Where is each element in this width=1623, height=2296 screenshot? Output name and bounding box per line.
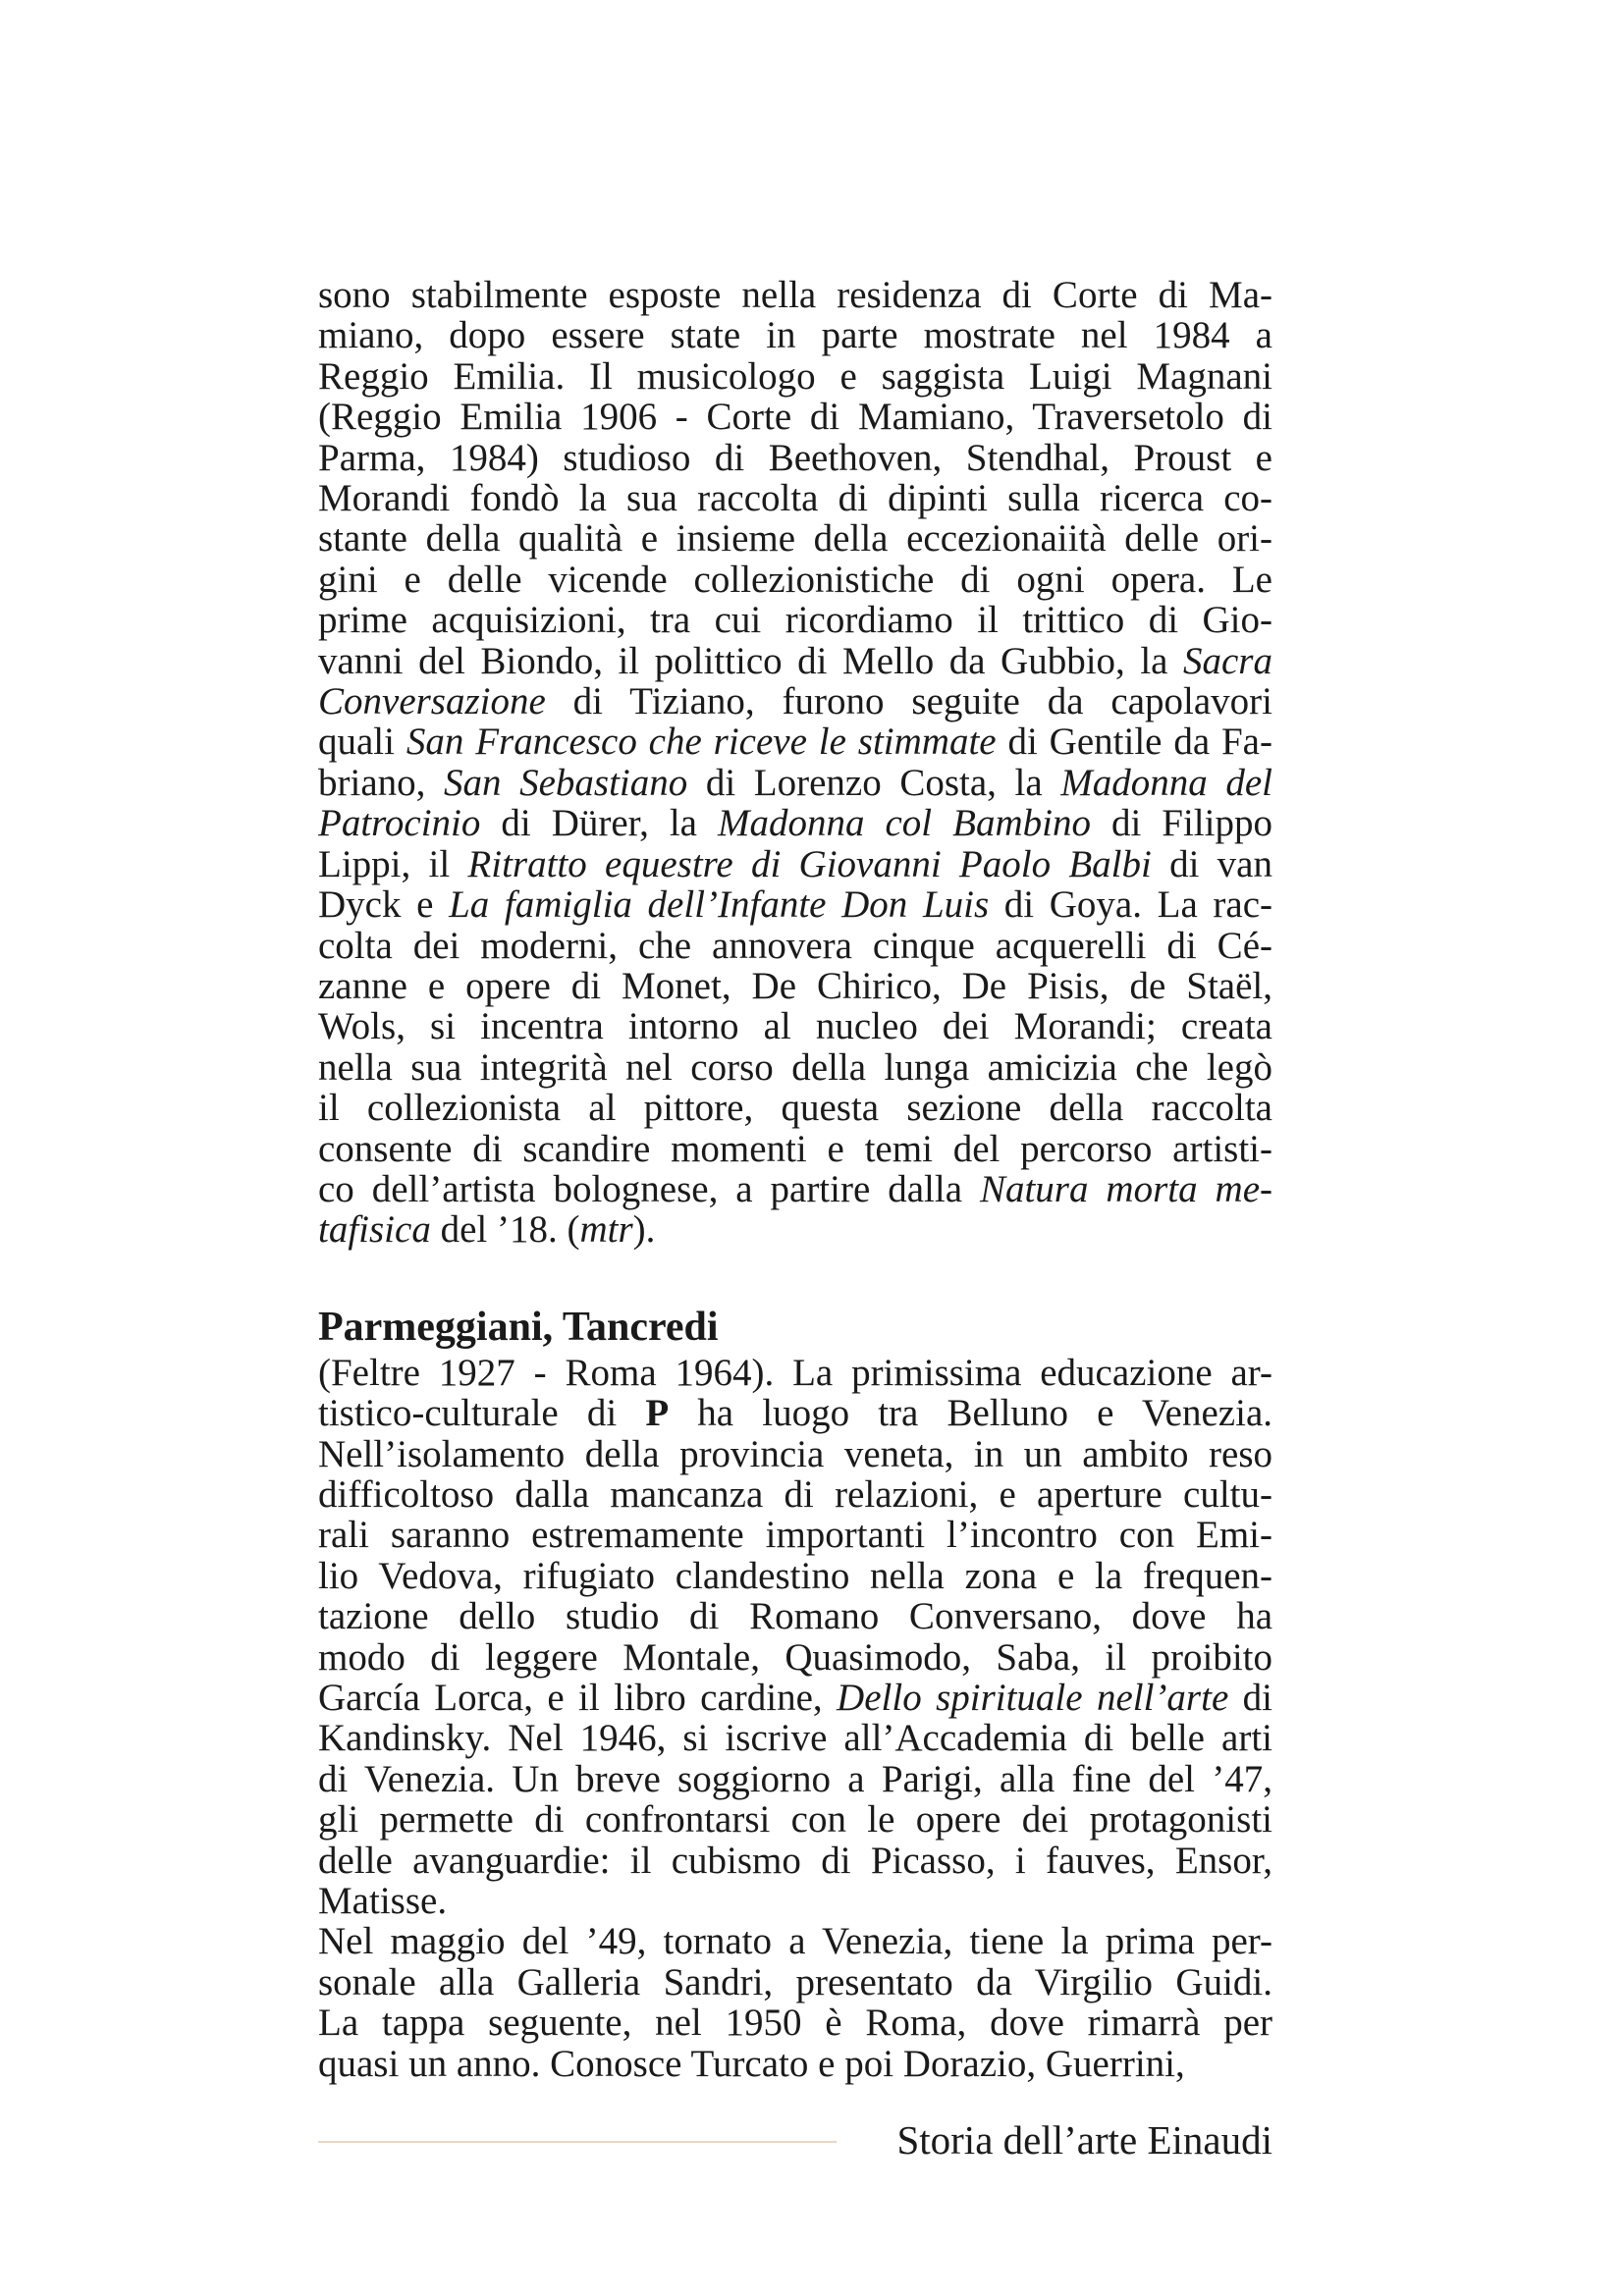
text-line xyxy=(318,1637,1272,1678)
text-line xyxy=(318,356,1272,397)
italic-title: Dello spirituale nell’arte xyxy=(837,1677,1229,1719)
text-segment: di van xyxy=(1151,842,1272,885)
text-line xyxy=(318,681,1272,721)
text-line xyxy=(318,1088,1272,1128)
text-segment: sono stabilmente esposte nella residenza di Corte di Ma- xyxy=(318,274,1272,316)
text-segment: di Filippo xyxy=(1090,802,1272,845)
text-segment: del ’18. ( xyxy=(430,1208,580,1252)
italic-title: Ritratto equestre di Giovanni Paolo Balbi xyxy=(467,842,1152,885)
text-segment: vanni del Biondo, il polittico di Mello da Gubbio, la xyxy=(318,639,1183,682)
text-segment: modo di leggere Montale, Quasimodo, Saba, il proibito xyxy=(318,1635,1272,1679)
text-line xyxy=(318,275,1272,315)
italic-title: Patrocinio xyxy=(318,802,481,845)
text-segment: Nel maggio del ’49, tornato a Venezia, tiene la prima per- xyxy=(318,1920,1272,1963)
text-line xyxy=(318,600,1272,640)
text-line xyxy=(318,1921,1272,1961)
text-segment: tazione dello studio di Romano Conversano, dove ha xyxy=(318,1595,1272,1638)
text-segment: consente di scandire momenti e temi del percorso artisti- xyxy=(318,1127,1272,1170)
text-line xyxy=(318,884,1272,925)
text-line xyxy=(318,1556,1272,1596)
text-line xyxy=(318,518,1272,559)
text-segment: zanne e opere di Monet, De Chirico, De Pisis, de Staël, xyxy=(318,964,1272,1007)
text-segment: briano, xyxy=(318,761,444,804)
text-segment: Reggio Emilia. Il musicologo e saggista Luigi Magnani xyxy=(318,354,1272,398)
text-segment: (Feltre 1927 - Roma 1964). La primissima educazione ar- xyxy=(318,1351,1272,1394)
text-line xyxy=(318,1962,1272,2002)
italic-title: Madonna col Bambino xyxy=(718,802,1091,845)
text-segment: (Reggio Emilia 1906 - Corte di Mamiano, Traversetolo di xyxy=(318,396,1272,439)
text-segment: stante della qualità e insieme della eccezionaiità delle ori- xyxy=(318,517,1272,561)
text-line xyxy=(318,1169,1272,1209)
text-segment: Parma, 1984) studioso di Beethoven, Stendhal, Proust e xyxy=(318,436,1272,479)
italic-title: mtr xyxy=(579,1208,633,1252)
text-segment: Matisse. xyxy=(318,1880,448,1923)
text-segment: Kandinsky. Nel 1946, si iscrive all’Accademia di belle arti xyxy=(318,1717,1272,1760)
text-line xyxy=(318,763,1272,803)
text-line xyxy=(318,1474,1272,1515)
text-segment: Morandi fondò la sua raccolta di dipinti sulla ricerca co- xyxy=(318,477,1272,520)
text-segment: difficoltoso dalla mancanza di relazioni, e aperture cultu- xyxy=(318,1472,1272,1516)
text-line xyxy=(318,1596,1272,1636)
text-segment: García Lorca, e il libro cardine, xyxy=(318,1677,838,1719)
italic-title: Sacra xyxy=(1183,639,1272,682)
text-line xyxy=(318,478,1272,518)
text-line xyxy=(318,641,1272,681)
text-line xyxy=(318,844,1272,884)
text-segment: di xyxy=(1228,1677,1272,1719)
text-segment: quali xyxy=(318,721,406,764)
text-line xyxy=(318,1209,1272,1250)
text-segment: lio Vedova, rifugiato clandestino nella zona e la frequen- xyxy=(318,1554,1272,1597)
text-line xyxy=(318,1434,1272,1474)
text-column xyxy=(318,275,1272,2084)
text-line xyxy=(318,1718,1272,1758)
text-segment: ha luogo tra Belluno e Venezia. xyxy=(669,1392,1273,1435)
text-segment: Dyck e xyxy=(318,883,450,927)
entry-heading: Parmeggiani, Tancredi xyxy=(318,1304,719,1350)
text-line xyxy=(318,1006,1272,1046)
text-line xyxy=(318,2002,1272,2043)
text-segment: delle avanguardie: il cubismo di Picasso, i fauves, Ensor, xyxy=(318,1839,1272,1882)
text-segment: di Lorenzo Costa, la xyxy=(687,761,1061,804)
text-line xyxy=(318,721,1272,762)
italic-title: La famiglia dell’Infante Don Luis xyxy=(449,883,990,927)
text-segment: Nell’isolamento della provincia veneta, in un ambito reso xyxy=(318,1432,1272,1475)
text-line xyxy=(318,1678,1272,1718)
text-segment: di Goya. La rac- xyxy=(989,883,1272,927)
text-line xyxy=(318,926,1272,966)
text-line xyxy=(318,1515,1272,1555)
italic-title: San Francesco che riceve le stimmate xyxy=(406,721,997,764)
italic-title: Conversazione xyxy=(318,680,546,723)
text-segment: di Dürer, la xyxy=(480,802,718,845)
continuation-paragraph xyxy=(318,275,1272,1251)
text-line xyxy=(318,560,1272,600)
text-segment: il collezionista al pittore, questa sezione della raccolta xyxy=(318,1087,1272,1130)
text-segment: di Venezia. Un breve soggiorno a Parigi, alla fine del ’47, xyxy=(318,1757,1272,1800)
page-footer xyxy=(318,2110,1272,2169)
text-segment: di Tiziano, furono seguite da capolavori xyxy=(545,680,1272,723)
bold-abbrev: P xyxy=(645,1392,670,1435)
text-line xyxy=(318,1841,1272,1881)
italic-title: Madonna del xyxy=(1060,761,1272,804)
text-segment: Lippi, il xyxy=(318,842,468,885)
footer-title: Storia dell’arte Einaudi xyxy=(896,2117,1272,2163)
text-segment: La tappa seguente, nel 1950 è Roma, dove rimarrà per xyxy=(318,2002,1272,2045)
text-line xyxy=(318,1881,1272,1921)
italic-title: Natura morta me- xyxy=(979,1167,1272,1210)
text-line xyxy=(318,315,1272,355)
text-segment: gli permette di confrontarsi con le opere dei protagonisti xyxy=(318,1798,1272,1842)
text-line xyxy=(318,1759,1272,1799)
text-segment: di Gentile da Fa- xyxy=(996,721,1272,764)
text-segment: miano, dopo essere state in parte mostrate nel 1984 a xyxy=(318,314,1272,357)
footer-rule xyxy=(318,2141,837,2143)
entry-paragraph-1 xyxy=(318,1353,1272,1922)
text-segment: tistico-culturale di xyxy=(318,1392,646,1435)
text-line xyxy=(318,803,1272,843)
text-segment: colta dei moderni, che annovera cinque acquerelli di Cé- xyxy=(318,924,1272,967)
entry-paragraph-2 xyxy=(318,1921,1272,2084)
text-segment: sonale alla Galleria Sandri, presentato da Virgilio Guidi. xyxy=(318,1960,1272,2003)
text-segment: rali saranno estremamente importanti l’incontro con Emi- xyxy=(318,1514,1272,1557)
text-line xyxy=(318,438,1272,478)
italic-title: tafisica xyxy=(318,1208,431,1252)
text-segment: nella sua integrità nel corso della lunga amicizia che legò xyxy=(318,1045,1272,1089)
text-line xyxy=(318,966,1272,1006)
text-line xyxy=(318,1047,1272,1088)
text-segment: gini e delle vicende collezionistiche di ogni opera. Le xyxy=(318,558,1272,601)
text-segment: prime acquisizioni, tra cui ricordiamo il trittico di Gio- xyxy=(318,599,1272,642)
text-line xyxy=(318,1353,1272,1393)
text-segment: Wols, si incentra intorno al nucleo dei Morandi; creata xyxy=(318,1005,1272,1048)
text-line xyxy=(318,397,1272,437)
text-segment: ). xyxy=(632,1208,656,1252)
text-segment: quasi un anno. Conosce Turcato e poi Dorazio, Guerrini, xyxy=(318,2042,1185,2085)
text-segment: co dell’artista bolognese, a partire dalla xyxy=(318,1167,980,1210)
text-line xyxy=(318,1393,1272,1433)
text-line xyxy=(318,1799,1272,1840)
italic-title: San Sebastiano xyxy=(443,761,688,804)
text-line xyxy=(318,2044,1272,2084)
text-line xyxy=(318,1129,1272,1169)
